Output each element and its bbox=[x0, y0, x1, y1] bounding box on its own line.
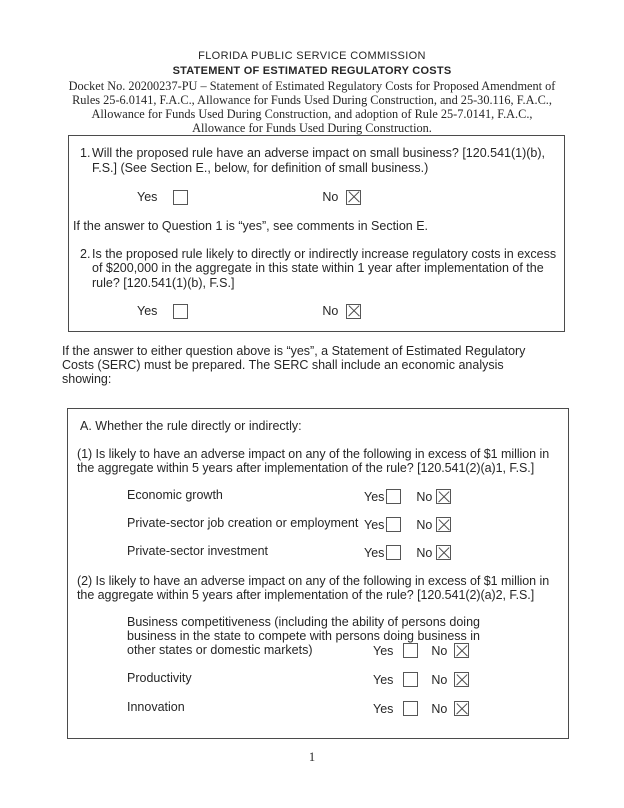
no-label: No bbox=[431, 672, 448, 687]
yes-label: Yes bbox=[373, 672, 394, 687]
economic-growth-no-checkbox[interactable] bbox=[436, 489, 451, 504]
item-label: Private-sector investment bbox=[127, 544, 269, 558]
item-economic-growth bbox=[127, 488, 566, 503]
economic-growth-yes-checkbox[interactable] bbox=[386, 489, 401, 504]
question-2-no-checkbox[interactable] bbox=[346, 304, 361, 319]
item-answer-row bbox=[373, 701, 469, 716]
question-2-yes-label: Yes bbox=[137, 303, 158, 318]
competitiveness-no-checkbox[interactable] bbox=[454, 643, 469, 658]
item-answer-row bbox=[364, 545, 451, 560]
item-answer-row bbox=[373, 672, 469, 687]
yes-label: Yes bbox=[373, 643, 394, 658]
item-label: Business competitiveness (including the ability of persons doing business in the state to compete with persons doing business in other states or domestic markets) bbox=[127, 615, 480, 657]
item-job-creation bbox=[127, 516, 566, 531]
question-1 bbox=[80, 146, 560, 175]
yes-label: Yes bbox=[364, 489, 385, 504]
item-answer-row bbox=[364, 489, 451, 504]
no-label: No bbox=[431, 701, 448, 716]
question-2 bbox=[80, 247, 560, 291]
question-2-text: Is the proposed rule likely to directly or indirectly increase regulatory costs in excess of $200,000 in the aggregate in this state within 1 year after implementation of the rule? [120.541(1)(b), F.S.] bbox=[92, 246, 557, 290]
productivity-yes-checkbox[interactable] bbox=[403, 672, 418, 687]
productivity-no-checkbox[interactable] bbox=[454, 672, 469, 687]
section-a-heading: A. Whether the rule directly or indirectly: bbox=[80, 419, 302, 433]
question-1-text: Will the proposed rule have an adverse impact on small business? [120.541(1)(b), F.S.] (See Section E., below, for definition of small business.) bbox=[92, 146, 546, 175]
no-label: No bbox=[416, 489, 433, 504]
question-1-yes-label: Yes bbox=[137, 189, 158, 204]
item-label: Productivity bbox=[127, 671, 192, 685]
question-2-number: 2. bbox=[80, 246, 91, 261]
document-header bbox=[0, 0, 624, 135]
threshold-questions-box bbox=[68, 135, 565, 332]
item-productivity bbox=[127, 671, 566, 686]
page-number: 1 bbox=[308, 750, 316, 764]
job-creation-yes-checkbox[interactable] bbox=[386, 517, 401, 532]
investment-no-checkbox[interactable] bbox=[436, 545, 451, 560]
item-label: Innovation bbox=[127, 700, 185, 714]
document-title: STATEMENT OF ESTIMATED REGULATORY COSTS bbox=[172, 64, 452, 77]
no-label: No bbox=[431, 643, 448, 658]
item-answer-row bbox=[373, 643, 469, 658]
section-a-box bbox=[67, 408, 569, 739]
question-2-answer-row bbox=[137, 304, 560, 318]
investment-yes-checkbox[interactable] bbox=[386, 545, 401, 560]
part-1-intro: (1) Is likely to have an adverse impact on any of the following in excess of $1 million in the aggregate within 5 years after implementation of the rule? [120.541(2)(a)1, F.S.] bbox=[77, 447, 550, 475]
innovation-no-checkbox[interactable] bbox=[454, 701, 469, 716]
item-label: Economic growth bbox=[127, 488, 223, 502]
question-2-no-label: No bbox=[322, 303, 339, 318]
question-1-yes-checkbox[interactable] bbox=[173, 190, 188, 205]
question-1-note: If the answer to Question 1 is “yes”, see comments in Section E. bbox=[73, 219, 429, 233]
innovation-yes-checkbox[interactable] bbox=[403, 701, 418, 716]
question-1-no-checkbox[interactable] bbox=[346, 190, 361, 205]
item-label: Private-sector job creation or employment bbox=[127, 516, 359, 530]
yes-label: Yes bbox=[373, 701, 394, 716]
no-label: No bbox=[416, 517, 433, 532]
job-creation-no-checkbox[interactable] bbox=[436, 517, 451, 532]
yes-label: Yes bbox=[364, 545, 385, 560]
question-1-number: 1. bbox=[80, 146, 91, 160]
commission-name: FLORIDA PUBLIC SERVICE COMMISSION bbox=[198, 50, 426, 62]
item-innovation bbox=[127, 700, 566, 715]
item-answer-row bbox=[364, 517, 451, 532]
item-business-competitiveness bbox=[127, 615, 566, 657]
competitiveness-yes-checkbox[interactable] bbox=[403, 643, 418, 658]
question-1-no-label: No bbox=[322, 189, 339, 204]
item-private-sector-investment bbox=[127, 544, 566, 559]
part-2-intro: (2) Is likely to have an adverse impact on any of the following in excess of $1 million in the aggregate within 5 years after implementation of the rule? [120.541(2)(a)2, F.S.] bbox=[77, 574, 550, 602]
yes-label: Yes bbox=[364, 517, 385, 532]
question-2-yes-checkbox[interactable] bbox=[173, 304, 188, 319]
question-1-answer-row bbox=[137, 190, 560, 204]
docket-description: Docket No. 20200237-PU – Statement of Estimated Regulatory Costs for Proposed Amendment of Rules 25-6.0141, F.A.C., Allowance for Funds Used During Construction, and 25-30.116, F.A.C., Allowance for Funds Used During Construction, and adoption of Rule 25-7.0141, F.A.C., Allowance for Funds Used During Construction. bbox=[68, 79, 556, 135]
serc-instruction-paragraph: If the answer to either question above is “yes”, a Statement of Estimated Regulatory Costs (SERC) must be prepared. The SERC shall include an economic analysis showing: bbox=[62, 344, 526, 386]
no-label: No bbox=[416, 545, 433, 560]
